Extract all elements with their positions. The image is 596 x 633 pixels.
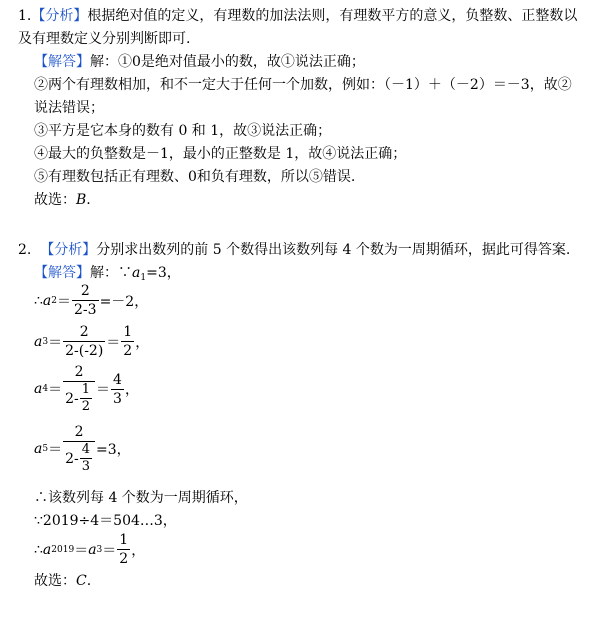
q2-a4-result-den: 3 <box>113 390 122 407</box>
q1-choice: B <box>76 192 87 208</box>
q2-cycle-text: ∴该数列每 4 个数为一周期循环， <box>34 490 248 506</box>
q2-a4-nested-fraction <box>80 383 92 414</box>
q2-analysis-text: 分别求出数列的前 5 个数得出该数列每 4 个数为一周期循环，据此可得答案. <box>96 242 571 258</box>
q1-item3 <box>34 121 331 141</box>
equals-sign: ＝ <box>102 542 117 559</box>
q2-a5-result: =3， <box>96 442 131 458</box>
q2-choice-line <box>34 571 91 591</box>
q2-a5-sub: 5 <box>42 444 49 454</box>
q2-a3-ref-var: a <box>88 541 97 558</box>
q2-choice-suffix: . <box>86 573 92 589</box>
equals-sign: ＝ <box>57 293 72 310</box>
equals-sign: ＝ <box>48 382 63 398</box>
q2-a2019-result-fraction <box>117 532 130 567</box>
q2-a4-nested-den: 2 <box>81 399 91 414</box>
therefore-symbol: ∴ <box>34 541 43 558</box>
q2-a3-equation <box>34 324 149 359</box>
q2-a3-fraction <box>63 324 105 359</box>
q2-a2019-var: a <box>42 541 52 558</box>
q2-a3-frac-den: 2-(-2) <box>65 343 104 359</box>
q1-item5-text: ⑤有理数包括正有理数、0和负有理数，所以⑤错误. <box>34 169 356 185</box>
equals-sign: ＝ <box>48 442 63 458</box>
q2-a5-frac-num: 2 <box>74 424 84 440</box>
equals-sign: ＝ <box>106 334 121 351</box>
q2-a3-result-num: 1 <box>123 324 133 340</box>
q2-a5-equation <box>34 424 131 474</box>
q1-item5 <box>34 167 355 187</box>
q2-a5-nested-fraction <box>80 443 92 474</box>
q2-a2-equation <box>34 283 148 318</box>
q1-item2-text2: 说法错误； <box>34 100 104 116</box>
q2-a1-rest: =3， <box>146 265 181 281</box>
q2-a4-var: a <box>34 381 43 397</box>
q2-a3-ref-sub: 3 <box>96 544 103 555</box>
q1-item2-text: ②两个有理数相加，和不一定大于任何一个加数，例如：（－1）＋（－2）＝－3，故② <box>34 77 572 93</box>
q1-analysis-line1 <box>18 6 577 26</box>
q2-answer-tag: 【解答】 <box>34 265 90 281</box>
therefore-symbol: ∴ <box>34 292 43 309</box>
q2-a4-frac-den <box>63 381 95 414</box>
equals-sign: ＝ <box>74 542 89 559</box>
q2-analysis-tag: 【分析】 <box>40 242 97 258</box>
q1-item3-text: ③平方是它本身的数有 0 和 1，故③说法正确； <box>34 123 332 139</box>
q2-a4-result-fraction <box>111 372 124 407</box>
q2-a5-den-prefix: 2- <box>65 450 79 467</box>
q2-cycle-line <box>34 488 248 508</box>
q2-a5-var: a <box>34 441 43 457</box>
q2-a4-nested-num: 1 <box>81 382 91 397</box>
q2-a5-nested-num: 4 <box>81 442 91 457</box>
q2-a5-nested-den: 3 <box>81 459 91 474</box>
q2-a1-sub: 1 <box>140 273 147 283</box>
q2-a5-fraction <box>63 424 95 474</box>
q2-division-text: ∵2019÷4＝504…3， <box>34 513 177 529</box>
q2-a2-sub: 2 <box>51 295 58 306</box>
comma: ， <box>124 382 139 398</box>
q1-choice-prefix: 故选： <box>34 192 76 208</box>
q1-analysis-line2 <box>18 29 190 49</box>
q2-a2019-result-num: 1 <box>119 532 129 548</box>
equals-sign: ＝ <box>96 382 111 398</box>
q2-a2019-sub: 2019 <box>51 544 75 555</box>
q2-a3-sub: 3 <box>42 336 49 347</box>
q2-choice-prefix: 故选： <box>34 573 76 589</box>
q2-a3-frac-num: 2 <box>79 324 89 340</box>
q1-item4-text: ④最大的负整数是－1，最小的正整数是 1，故④说法正确； <box>34 146 407 162</box>
q2-a4-den-prefix: 2- <box>65 390 79 407</box>
q1-item2-line1 <box>34 75 572 95</box>
q2-a2-frac-den: 2-3 <box>74 302 97 318</box>
q2-a4-frac-num: 2 <box>74 364 84 380</box>
q1-choice-suffix: . <box>86 192 91 208</box>
q1-choice-line <box>34 190 91 210</box>
q1-answer-tag: 【解答】 <box>34 54 90 70</box>
q1-number: 1. <box>18 8 32 24</box>
q2-answer-lead: 解：∵ <box>90 265 132 281</box>
comma: ， <box>135 334 150 351</box>
q2-analysis-line <box>18 240 570 260</box>
q2-a3-result-fraction <box>121 324 134 359</box>
q1-analysis-text-2: 及有理数定义分别判断即可. <box>18 31 191 47</box>
q2-a2019-equation <box>34 532 145 567</box>
q2-a3-var: a <box>34 333 43 350</box>
equals-sign: ＝ <box>48 334 63 351</box>
q1-analysis-text-1: 根据绝对值的定义，有理数的加法法则，有理数平方的意义，负整数、正整数以 <box>87 8 578 24</box>
q1-answer-line <box>34 52 365 72</box>
q2-a2019-result-den: 2 <box>119 551 129 567</box>
q2-choice: C <box>76 573 87 589</box>
q2-a2-fraction <box>72 283 99 318</box>
q2-number: 2. <box>18 242 32 258</box>
q2-a2-var: a <box>42 292 52 309</box>
comma: ， <box>131 542 146 559</box>
q2-a1-var: a <box>132 265 141 281</box>
q2-a4-sub: 4 <box>42 384 49 394</box>
q2-a2-frac-num: 2 <box>80 283 90 299</box>
q2-a2-result: =－2， <box>99 293 149 310</box>
q1-analysis-tag: 【分析】 <box>31 8 88 24</box>
q1-answer-lead: 解：①0是绝对值最小的数，故①说法正确； <box>90 54 365 70</box>
q2-a5-frac-den <box>63 441 95 474</box>
q1-item2-line2 <box>34 98 104 118</box>
q2-a4-equation <box>34 364 139 414</box>
q2-a4-fraction <box>63 364 95 414</box>
q1-item4 <box>34 144 406 164</box>
q2-division-line <box>34 511 177 531</box>
q2-a4-result-num: 4 <box>113 371 122 388</box>
q2-a3-result-den: 2 <box>123 343 133 359</box>
